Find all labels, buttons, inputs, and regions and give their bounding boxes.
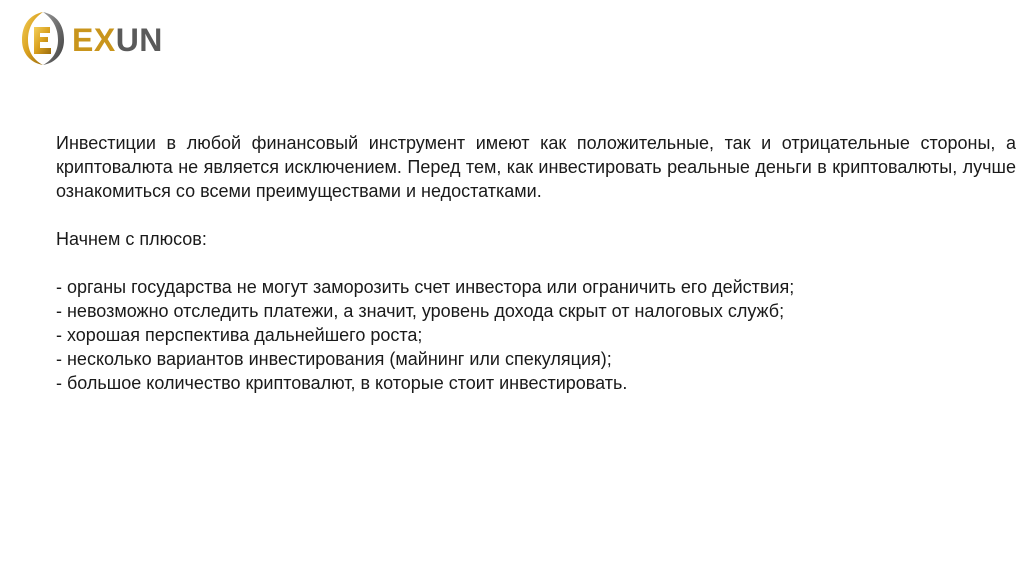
- exun-logo: [18, 8, 163, 68]
- intro-paragraph: Инвестиции в любой финансовый инструмент имеют как положительные, так и отрицательные стороны, а криптовалюта не является исключением. Перед тем, как инвестировать реальные деньги в криптовалюты, лучше ознакомиться со всеми преимуществами и недостатками.: [56, 133, 1016, 201]
- list-item: - несколько вариантов инвестирования (майнинг или спекуляция);: [56, 349, 612, 369]
- pros-heading: Начнем с плюсов:: [56, 229, 207, 249]
- wordmark-lead: EX: [72, 22, 116, 58]
- exun-wordmark: [72, 20, 163, 56]
- wordmark-rest: UN: [115, 22, 163, 58]
- exun-emblem-icon: [18, 9, 68, 67]
- list-item: - большое количество криптовалют, в которые стоит инвестировать.: [56, 373, 628, 393]
- list-item: - органы государства не могут заморозить счет инвестора или ограничить его действия;: [56, 277, 795, 297]
- pros-list: [56, 275, 1016, 395]
- list-item: - невозможно отследить платежи, а значит, уровень дохода скрыт от налоговых служб;: [56, 301, 785, 321]
- list-item: - хорошая перспектива дальнейшего роста;: [56, 325, 423, 345]
- slide-content: [56, 131, 1016, 395]
